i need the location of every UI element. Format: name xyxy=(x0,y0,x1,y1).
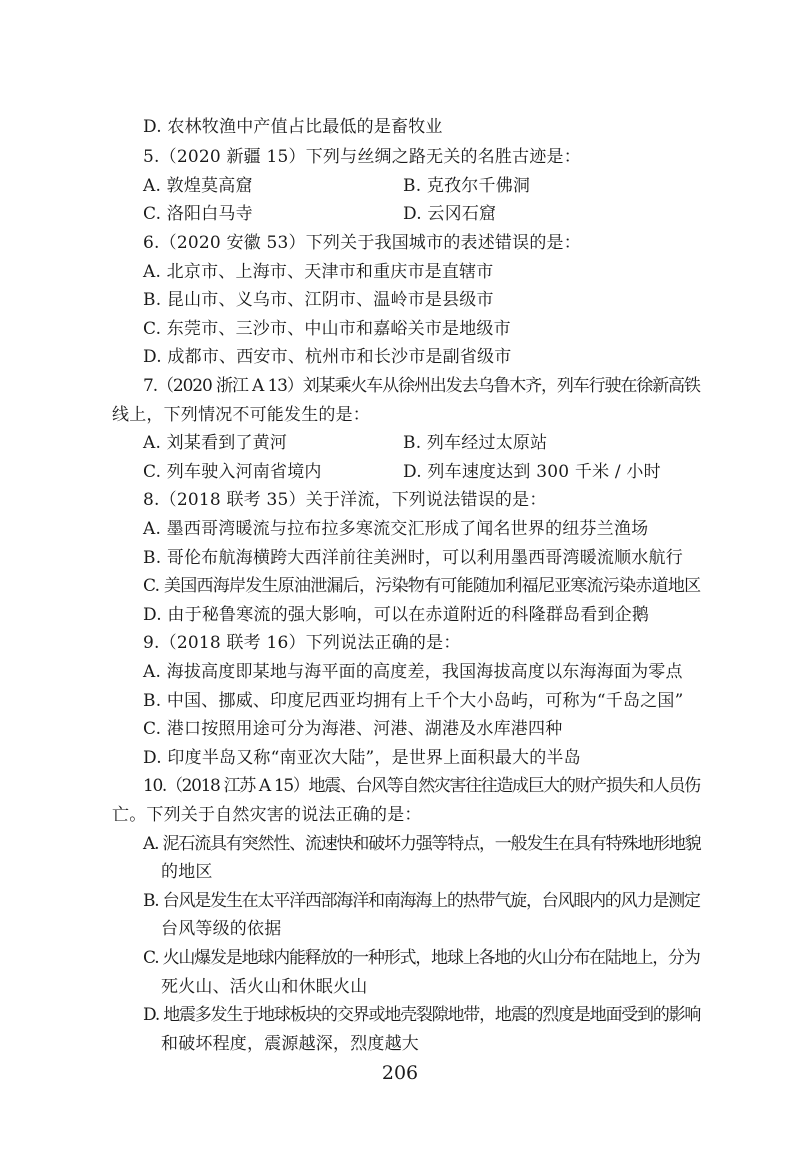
question-9-option-b: B. 中国、挪威、印度尼西亚均拥有上千个大小岛屿，可称为“千岛之国” xyxy=(143,691,684,711)
question-6-option-c: C. 东莞市、三沙市、中山市和嘉峪关市是地级市 xyxy=(143,319,511,339)
question-5-stem: 5.（2020 新疆 15）下列与丝绸之路无关的名胜古迹是： xyxy=(143,147,581,167)
question-7-option-c: C. 列车驶入河南省境内 xyxy=(143,462,322,482)
question-8-option-b: B. 哥伦布航海横跨大西洋前往美洲时，可以利用墨西哥湾暖流顺水航行 xyxy=(143,548,683,568)
question-7-option-a: A. 刘某看到了黄河 xyxy=(143,433,288,453)
question-6-option-d: D. 成都市、西安市、杭州市和长沙市是副省级市 xyxy=(143,347,512,367)
question-10-option-b-line2: 台风等级的依据 xyxy=(161,919,282,939)
question-10-stem-line2: 亡。下列关于自然灾害的说法正确的是： xyxy=(112,805,422,825)
question-10-option-d-line2: 和破坏程度，震源越深，烈度越大 xyxy=(161,1034,419,1054)
question-10-option-c-line2: 死火山、活火山和休眠火山 xyxy=(161,977,368,997)
question-8-option-d: D. 由于秘鲁寒流的强大影响，可以在赤道附近的科隆群岛看到企鹅 xyxy=(143,605,650,625)
question-6-stem: 6.（2020 安徽 53）下列关于我国城市的表述错误的是： xyxy=(143,233,581,253)
question-10-option-c-line1: C. 火山爆发是地球内能释放的一种形式，地球上各地的火山分布在陆地上，分为 xyxy=(143,948,700,968)
question-7-option-d: D. 列车速度达到 300 千米 / 小时 xyxy=(403,462,661,482)
question-10-option-a-line2: 的地区 xyxy=(161,862,213,882)
page-number: 206 xyxy=(381,1062,419,1084)
question-8-option-c: C. 美国西海岸发生原油泄漏后，污染物有可能随加利福尼亚寒流污染赤道地区 xyxy=(143,576,701,596)
question-7-option-b: B. 列车经过太原站 xyxy=(403,433,548,453)
option-d-prev-question: D. 农林牧渔中产值占比最低的是畜牧业 xyxy=(143,117,443,137)
question-8-stem: 8.（2018 联考 35）关于洋流，下列说法错误的是： xyxy=(143,490,547,510)
question-10-stem-line1: 10.（2018 江苏 A 15）地震、台风等自然灾害往往造成巨大的财产损失和人员伤 xyxy=(143,776,700,796)
question-5-option-d: D. 云冈石窟 xyxy=(403,204,497,224)
question-9-stem: 9.（2018 联考 16）下列说法正确的是： xyxy=(143,633,461,653)
question-10-option-a-line1: A. 泥石流具有突然性、流速快和破坏力强等特点，一般发生在具有特殊地形地貌 xyxy=(143,834,701,854)
question-10-option-b-line1: B. 台风是发生在太平洋西部海洋和南海海上的热带气旋，台风眼内的风力是测定 xyxy=(143,891,700,911)
question-6-option-a: A. 北京市、上海市、天津市和重庆市是直辖市 xyxy=(143,262,494,282)
question-7-stem-line1: 7.（2020 浙江 A 13）刘某乘火车从徐州出发去乌鲁木齐，列车行驶在徐新高铁 xyxy=(143,376,700,396)
question-6-option-b: B. 昆山市、义乌市、江阴市、温岭市是县级市 xyxy=(143,290,494,310)
question-10-option-d-line1: D. 地震多发生于地球板块的交界或地壳裂隙地带，地震的烈度是地面受到的影响 xyxy=(143,1005,701,1025)
question-7-stem-line2: 线上，下列情况不可能发生的是： xyxy=(112,405,370,425)
question-5-option-a: A. 敦煌莫高窟 xyxy=(143,176,253,196)
question-9-option-a: A. 海拔高度即某地与海平面的高度差，我国海拔高度以东海海面为零点 xyxy=(143,662,683,682)
question-8-option-a: A. 墨西哥湾暖流与拉布拉多寒流交汇形成了闻名世界的纽芬兰渔场 xyxy=(143,519,649,539)
question-9-option-d: D. 印度半岛又称“南亚次大陆”，是世界上面积最大的半岛 xyxy=(143,748,581,768)
question-9-option-c: C. 港口按照用途可分为海港、河港、湖港及水库港四种 xyxy=(143,719,563,739)
question-5-option-c: C. 洛阳白马寺 xyxy=(143,204,253,224)
question-5-option-b: B. 克孜尔千佛洞 xyxy=(403,176,531,196)
